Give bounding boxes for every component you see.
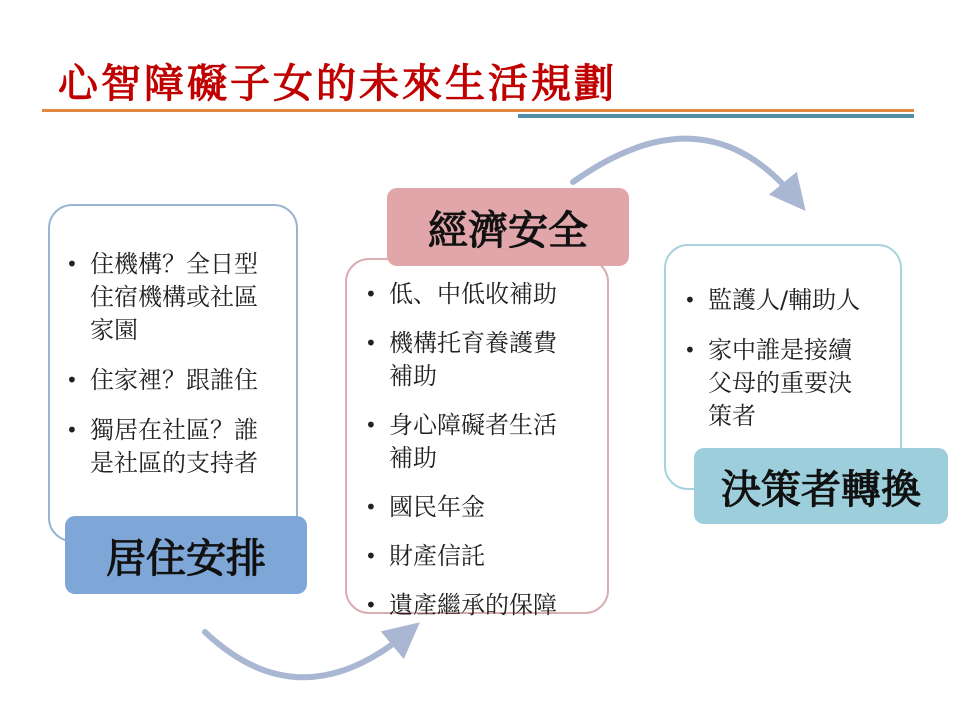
list-item-line: • 財產信託 — [389, 542, 485, 570]
list-item — [361, 409, 597, 475]
list-item-line: 住宿機構或社區 — [90, 283, 258, 311]
list-item — [680, 284, 890, 317]
panel-housing — [48, 204, 298, 542]
list-item-line: • 獨居在社區？誰 — [90, 416, 258, 444]
list-item — [62, 414, 286, 480]
list-item-line: 策者 — [708, 402, 756, 430]
list-item-line: • 低、中低收補助 — [389, 280, 557, 308]
list-item — [361, 589, 597, 622]
label-economic: 經濟安全 — [387, 188, 629, 266]
list-item — [361, 278, 597, 311]
list-item — [361, 491, 597, 524]
list-item-line: 補助 — [389, 444, 437, 472]
economic-list — [361, 278, 597, 622]
list-item-line: • 遺產繼承的保障 — [389, 591, 557, 619]
label-housing: 居住安排 — [65, 516, 307, 594]
list-item-line: 家園 — [90, 316, 138, 344]
housing-list — [62, 248, 286, 480]
panel-economic — [345, 258, 609, 619]
list-item-line: • 機構托育養護費 — [389, 329, 557, 357]
list-item-line: 父母的重要決 — [708, 369, 852, 397]
decision-list — [680, 284, 890, 433]
list-item — [361, 327, 597, 393]
list-item-line: 是社區的支持者 — [90, 449, 258, 477]
arrow-housing-to-economic — [205, 632, 407, 677]
list-item-line: • 住家裡？跟誰住 — [90, 366, 258, 394]
list-item — [62, 248, 286, 347]
list-item — [62, 364, 286, 397]
list-item-line: • 國民年金 — [389, 493, 485, 521]
list-item — [361, 540, 597, 573]
list-item — [680, 334, 890, 433]
label-decision: 決策者轉換 — [694, 448, 948, 524]
list-item-line: • 住機構？全日型 — [90, 250, 258, 278]
list-item-line: • 家中誰是接續 — [708, 336, 852, 364]
list-item-line: • 身心障礙者生活 — [389, 411, 557, 439]
list-item-line: • 監護人/輔助人 — [708, 286, 861, 314]
slide-title: 心智障礙子女的未來生活規劃 — [58, 60, 617, 107]
list-item-line: 補助 — [389, 362, 437, 390]
